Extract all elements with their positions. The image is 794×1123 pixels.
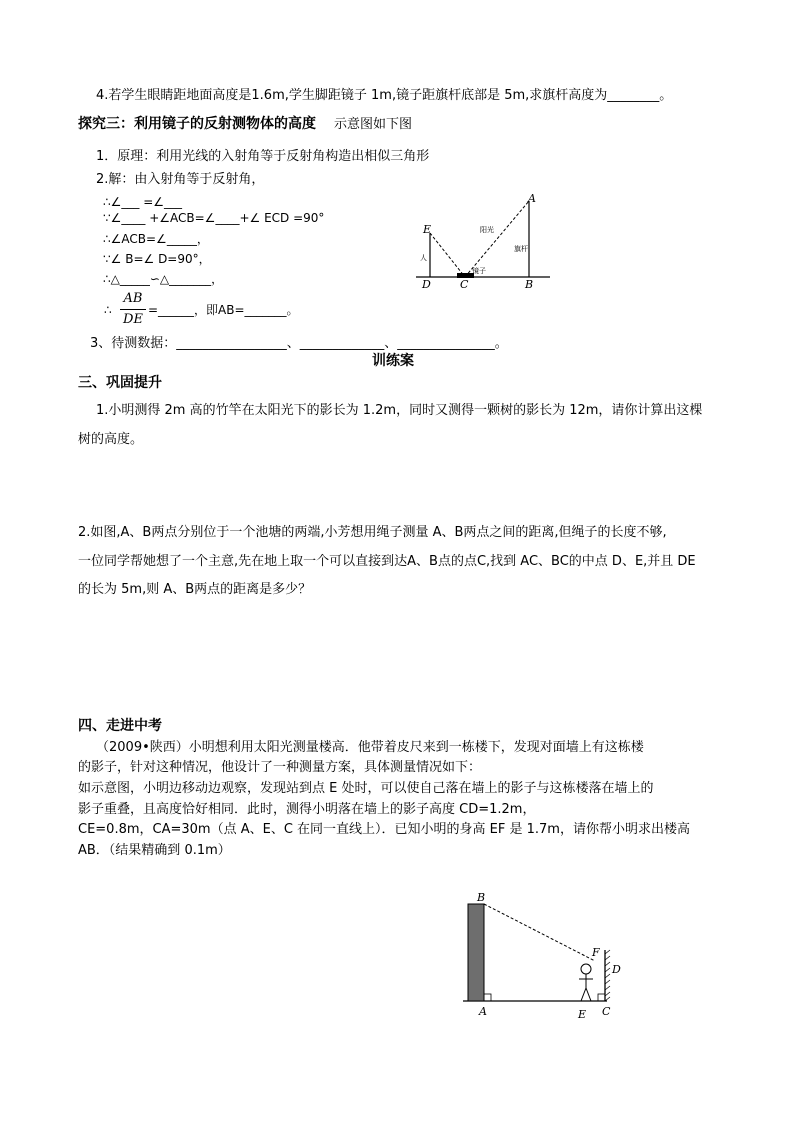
fraction-denominator: DE: [123, 312, 143, 327]
exam-line-5: CE=0.8m，CA=30m（点 A、E、C 在同一直线上）．已知小明的身高 EF 是 1.7m，请你帮小明求出楼高: [78, 822, 690, 837]
right-angle-C: [598, 994, 605, 1001]
principle-text: 1．原理：利用光线的入射角等于反射角构造出相似三角形: [96, 149, 430, 164]
explore3-diagram-note: 示意图如下图: [334, 117, 413, 132]
training-title: 训练案: [372, 353, 414, 369]
label-sunlight: 阳光: [480, 226, 494, 234]
stick-figure: [579, 964, 593, 1001]
label-A: A: [528, 192, 536, 205]
label-B: B: [525, 278, 534, 291]
step-1: ∴∠___ =∠___: [103, 195, 183, 209]
section4-heading: 四、走进中考: [78, 718, 162, 734]
label-D: D: [612, 963, 621, 976]
label-A: A: [479, 1005, 487, 1018]
label-C: C: [602, 1005, 611, 1018]
question-2-line-1: 2.如图,A、B两点分别位于一个池塘的两端,小芳想用绳子测量 A、B两点之间的距离,但绳子的长度不够,: [78, 525, 667, 540]
right-angle-A: [484, 994, 491, 1001]
reflected-ray: [465, 201, 529, 277]
section3-heading: 三、巩固提升: [78, 375, 162, 391]
label-E: E: [423, 223, 432, 236]
label-E: E: [578, 1008, 587, 1020]
mirror-reflection-figure: [410, 188, 560, 296]
question-1-line-1: 1.小明测得 2m 高的竹竿在太阳光下的影长为 1.2m，同时又测得一颗树的影长为 12m，请你计算出这棵: [96, 403, 703, 418]
step-5: ∴△_____∽△_______，: [103, 272, 224, 286]
label-person: 人: [420, 254, 427, 262]
step-2: ∵∠____ +∠ACB=∠____+∠ ECD =90°: [103, 211, 325, 225]
exam-line-3: 如示意图，小明边移动边观察，发现站到点 E 处时，可以使自己落在墙上的影子与这栋楼落在墙上的: [78, 781, 654, 796]
label-mirror: 镜子: [472, 267, 486, 275]
label-D: D: [422, 278, 431, 291]
label-C: C: [460, 278, 469, 291]
exam-line-1: （2009•陕西）小明想利用太阳光测量楼高．他带着皮尺来到一栋楼下，发现对面墙上有这栋楼: [96, 740, 644, 755]
exam-line-4: 影子重叠，且高度恰好相同．此时，测得小明落在墙上的影子高度 CD=1.2m，: [78, 802, 536, 817]
label-flagpole: 旗杆: [514, 245, 528, 253]
sight-line: [484, 904, 595, 961]
building: [468, 904, 484, 1001]
exam-line-6: AB．（结果精确到 0.1m）: [78, 843, 231, 858]
data-line: 3、待测数据：_________________、_____________、_______________。: [90, 336, 508, 351]
label-F: F: [592, 946, 600, 959]
question-1-line-2: 树的高度。: [78, 432, 144, 447]
explore3-heading: 探究三：利用镜子的反射测物体的高度: [78, 116, 316, 132]
fraction-numerator: AB: [123, 291, 143, 306]
therefore-symbol: ∴: [104, 303, 112, 317]
question-2-line-2: 一位同学帮她想了一个主意,先在地上取一个可以直接到达A、B点的点C,找到 AC、BC的中点 D、E,并且 DE: [78, 554, 696, 569]
building-shadow-figure: [455, 888, 635, 1020]
incident-ray: [430, 233, 465, 277]
step-3: ∴∠ACB=∠_____，: [103, 232, 209, 246]
exam-line-2: 的影子，针对这种情况，他设计了一种测量方案，具体测量情况如下：: [78, 760, 482, 775]
question-2-line-3: 的长为 5m,则 A、B两点的距离是多少？: [78, 582, 312, 597]
solution-intro: 2.解：由入射角等于反射角，: [96, 172, 265, 187]
question-4-text: 4.若学生眼睛距地面高度是1.6m,学生脚距镜子 1m,镜子距旗杆底部是 5m,求旗杆高度为________。: [96, 88, 673, 103]
step-4: ∵∠ B=∠ D=90°，: [103, 252, 211, 266]
fraction-bar: [120, 309, 146, 310]
ratio-tail: =______，即AB=_______。: [148, 303, 299, 317]
label-B: B: [477, 891, 486, 904]
